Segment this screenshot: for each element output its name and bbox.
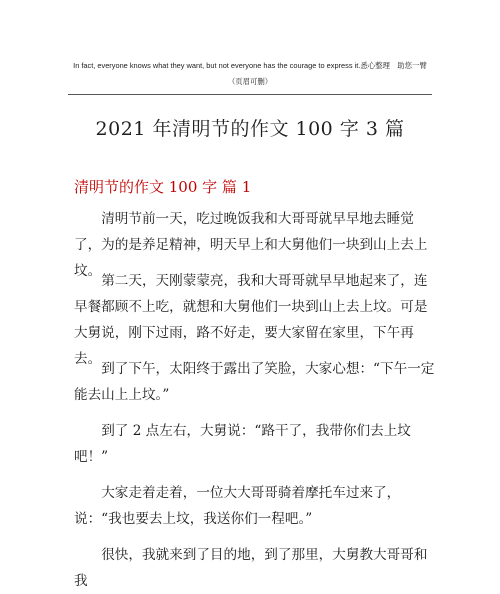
header-subline: （页眉可删） xyxy=(227,77,273,86)
paragraph-2: 第二天，天刚蒙蒙亮，我和大哥哥就早早地起来了，连早餐都顾不上吃，就想和大舅他们一块到山上去上坟。可是大舅说，刚下过雨，路不好走，要大家留在家里，下午再去。 xyxy=(74,273,428,367)
header-tagline: In fact, everyone knows what they want, but not everyone has the courage to express it.悉心整理 助您一臂 xyxy=(73,61,427,70)
paragraph-4: 到了 2 点左右，大舅说：“路干了，我带你们去上坟吧！” xyxy=(74,423,411,465)
paragraph-3: 到了下午，太阳终于露出了笑脸，大家心想：“下午一定能去山上上坟。” xyxy=(74,361,435,403)
header-divider xyxy=(68,94,432,95)
section-heading: 清明节的作文 100 字 篇 1 xyxy=(74,178,252,196)
document-title: 2021 年清明节的作文 100 字 3 篇 xyxy=(95,118,405,140)
paragraph-1: 清明节前一天，吃过晚饭我和大哥哥就早早地去睡觉了，为的是养足精神，明天早上和大舅他们一块到山上去上坟。 xyxy=(74,211,428,279)
paragraph-6: 很快，我就来到了目的地，到了那里，大舅教大哥哥和我 xyxy=(74,547,428,589)
paragraph-5: 大家走着走着，一位大大哥哥骑着摩托车过来了，说：“我也要去上坟，我送你们一程吧。” xyxy=(74,485,401,527)
